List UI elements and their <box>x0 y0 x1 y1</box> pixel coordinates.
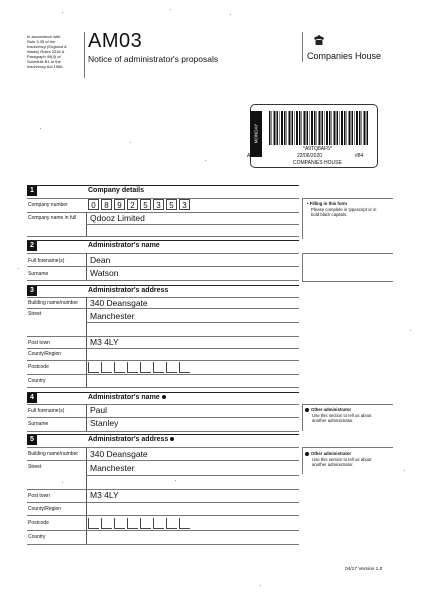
street-label: Street <box>28 464 42 470</box>
company-name-field[interactable]: Qdooz Limited <box>90 213 145 223</box>
postcode-box[interactable] <box>127 362 138 373</box>
bullet-icon <box>170 437 174 441</box>
stamp-code: *A9TQ8AF5* <box>303 146 332 152</box>
filling-note-line: Please complete in typescript or in <box>311 207 377 212</box>
postcode-box[interactable] <box>179 518 190 529</box>
note-line: another administrator. <box>312 462 354 467</box>
surname-label: Surname <box>28 271 49 277</box>
legal-line: Insolvency (England & <box>27 44 67 49</box>
filling-note-title-text: Filling in this form <box>309 201 347 206</box>
filling-note-line: bold black capitals. <box>311 212 348 217</box>
country-field[interactable] <box>88 375 298 387</box>
street-label: Street <box>28 311 42 317</box>
surname-field[interactable]: Stanley <box>90 418 119 428</box>
section-1-title: Company details <box>88 187 145 194</box>
street-field[interactable]: Manchester <box>90 311 135 321</box>
building-field[interactable]: 340 Deansgate <box>90 298 148 308</box>
company-number-digit[interactable]: 9 <box>114 199 125 210</box>
legal-line: In accordance with <box>27 34 61 39</box>
forename-label: Full forename(s) <box>28 258 65 264</box>
street-field[interactable]: Manchester <box>90 463 135 473</box>
postcode-box[interactable] <box>101 518 112 529</box>
postcode-box[interactable] <box>153 518 164 529</box>
postcode-box[interactable] <box>127 518 138 529</box>
note-line: Use this section to tell us about <box>312 457 372 462</box>
building-label: Building name/number <box>28 300 79 306</box>
postcode-box[interactable] <box>140 518 151 529</box>
county-field[interactable] <box>88 503 298 515</box>
other-administrator-note <box>302 447 393 474</box>
postcode-box[interactable] <box>114 518 125 529</box>
note-title-text: Other administrator <box>311 451 352 456</box>
note-title <box>305 451 351 456</box>
filling-note-title <box>307 201 347 206</box>
company-number-digit[interactable]: 2 <box>127 199 138 210</box>
postcode-box[interactable] <box>179 362 190 373</box>
note-title-text: Other administrator <box>311 407 352 412</box>
section-4-title <box>88 394 166 401</box>
note-line: another administrator. <box>312 418 354 423</box>
postcode-box[interactable] <box>114 362 125 373</box>
form-title: Notice of administrator's proposals <box>88 54 219 64</box>
section-4-number: 4 <box>27 393 37 403</box>
stamp-day-text: MONDAY <box>253 123 259 144</box>
company-name-label: Company name in full <box>28 215 77 221</box>
bullet-icon <box>162 395 166 399</box>
filling-note <box>302 198 393 239</box>
stamp-office: COMPANIES HOUSE <box>293 160 342 166</box>
section-2-side-box <box>302 253 393 282</box>
company-number-digit[interactable]: 3 <box>153 199 164 210</box>
section-3-number: 3 <box>27 286 37 296</box>
building-field[interactable]: 340 Deansgate <box>90 449 148 459</box>
version-label: 04/17 Version 1.0 <box>345 567 383 572</box>
postcode-box[interactable] <box>88 362 99 373</box>
company-number-digit[interactable]: 3 <box>179 199 190 210</box>
section-5-number: 5 <box>27 435 37 445</box>
note-line: Use this section to tell us about <box>312 413 372 418</box>
section-2-title: Administrator's name <box>88 242 160 249</box>
company-number-digit[interactable]: 5 <box>140 199 151 210</box>
section-3-title: Administrator's address <box>88 287 169 294</box>
forename-label: Full forename(s) <box>28 408 65 414</box>
postcode-label: Postcode <box>28 364 49 370</box>
legal-line: Insolvency Act 1986 <box>27 64 63 69</box>
county-label: County/Region <box>28 351 62 357</box>
company-number-label: Company number <box>28 202 68 208</box>
section-2-number: 2 <box>27 241 37 251</box>
legal-line: Rule 3.35 of the <box>27 39 56 44</box>
section-1-number: 1 <box>27 186 37 196</box>
stamp-number: #84 <box>355 153 364 159</box>
legal-line: Schedule B1 to the <box>27 59 61 64</box>
company-number-digit[interactable]: 5 <box>166 199 177 210</box>
other-administrator-note <box>302 404 393 431</box>
forename-field[interactable]: Dean <box>90 255 111 265</box>
bullet-icon <box>305 452 309 456</box>
section-5-title <box>88 436 174 443</box>
postcode-box[interactable] <box>166 362 177 373</box>
postcode-label: Postcode <box>28 520 49 526</box>
crest-logo <box>312 33 326 47</box>
post-town-field[interactable]: M3 4LY <box>90 490 119 500</box>
building-label: Building name/number <box>28 451 79 457</box>
legal-line: Wales) Rules 2016 & <box>27 49 65 54</box>
postcode-box[interactable] <box>140 362 151 373</box>
bullet-icon: • <box>307 201 309 206</box>
country-field[interactable] <box>88 531 298 543</box>
surname-label: Surname <box>28 421 49 427</box>
post-town-label: Post town <box>28 340 50 346</box>
country-label: Country <box>28 534 46 540</box>
note-title <box>305 407 351 412</box>
surname-field[interactable]: Watson <box>90 268 119 278</box>
postcode-box[interactable] <box>88 518 99 529</box>
section-4-title-text: Administrator's name <box>88 394 160 401</box>
receipt-stamp <box>247 104 378 168</box>
legal-line: Paragraph 49(4) of <box>27 54 61 59</box>
form-code: AM03 <box>88 30 143 52</box>
legal-reference <box>27 34 83 69</box>
bullet-icon <box>305 408 309 412</box>
stamp-ref: A12 <box>247 153 256 159</box>
country-label: Country <box>28 378 46 384</box>
brand-name: Companies House <box>307 51 382 61</box>
county-label: County/Region <box>28 506 62 512</box>
company-number-digit[interactable]: 8 <box>101 199 112 210</box>
postcode-box[interactable] <box>101 362 112 373</box>
postcode-box[interactable] <box>166 518 177 529</box>
post-town-label: Post town <box>28 493 50 499</box>
county-field[interactable] <box>88 348 298 360</box>
forename-field[interactable]: Paul <box>90 405 108 415</box>
stamp-date: 22/06/2020 <box>297 153 323 159</box>
section-5-title-text: Administrator's address <box>88 436 169 443</box>
barcode <box>269 111 369 145</box>
postcode-box[interactable] <box>153 362 164 373</box>
stamp-day <box>250 111 262 157</box>
company-number-digit[interactable]: 0 <box>88 199 99 210</box>
post-town-field[interactable]: M3 4LY <box>90 337 119 347</box>
